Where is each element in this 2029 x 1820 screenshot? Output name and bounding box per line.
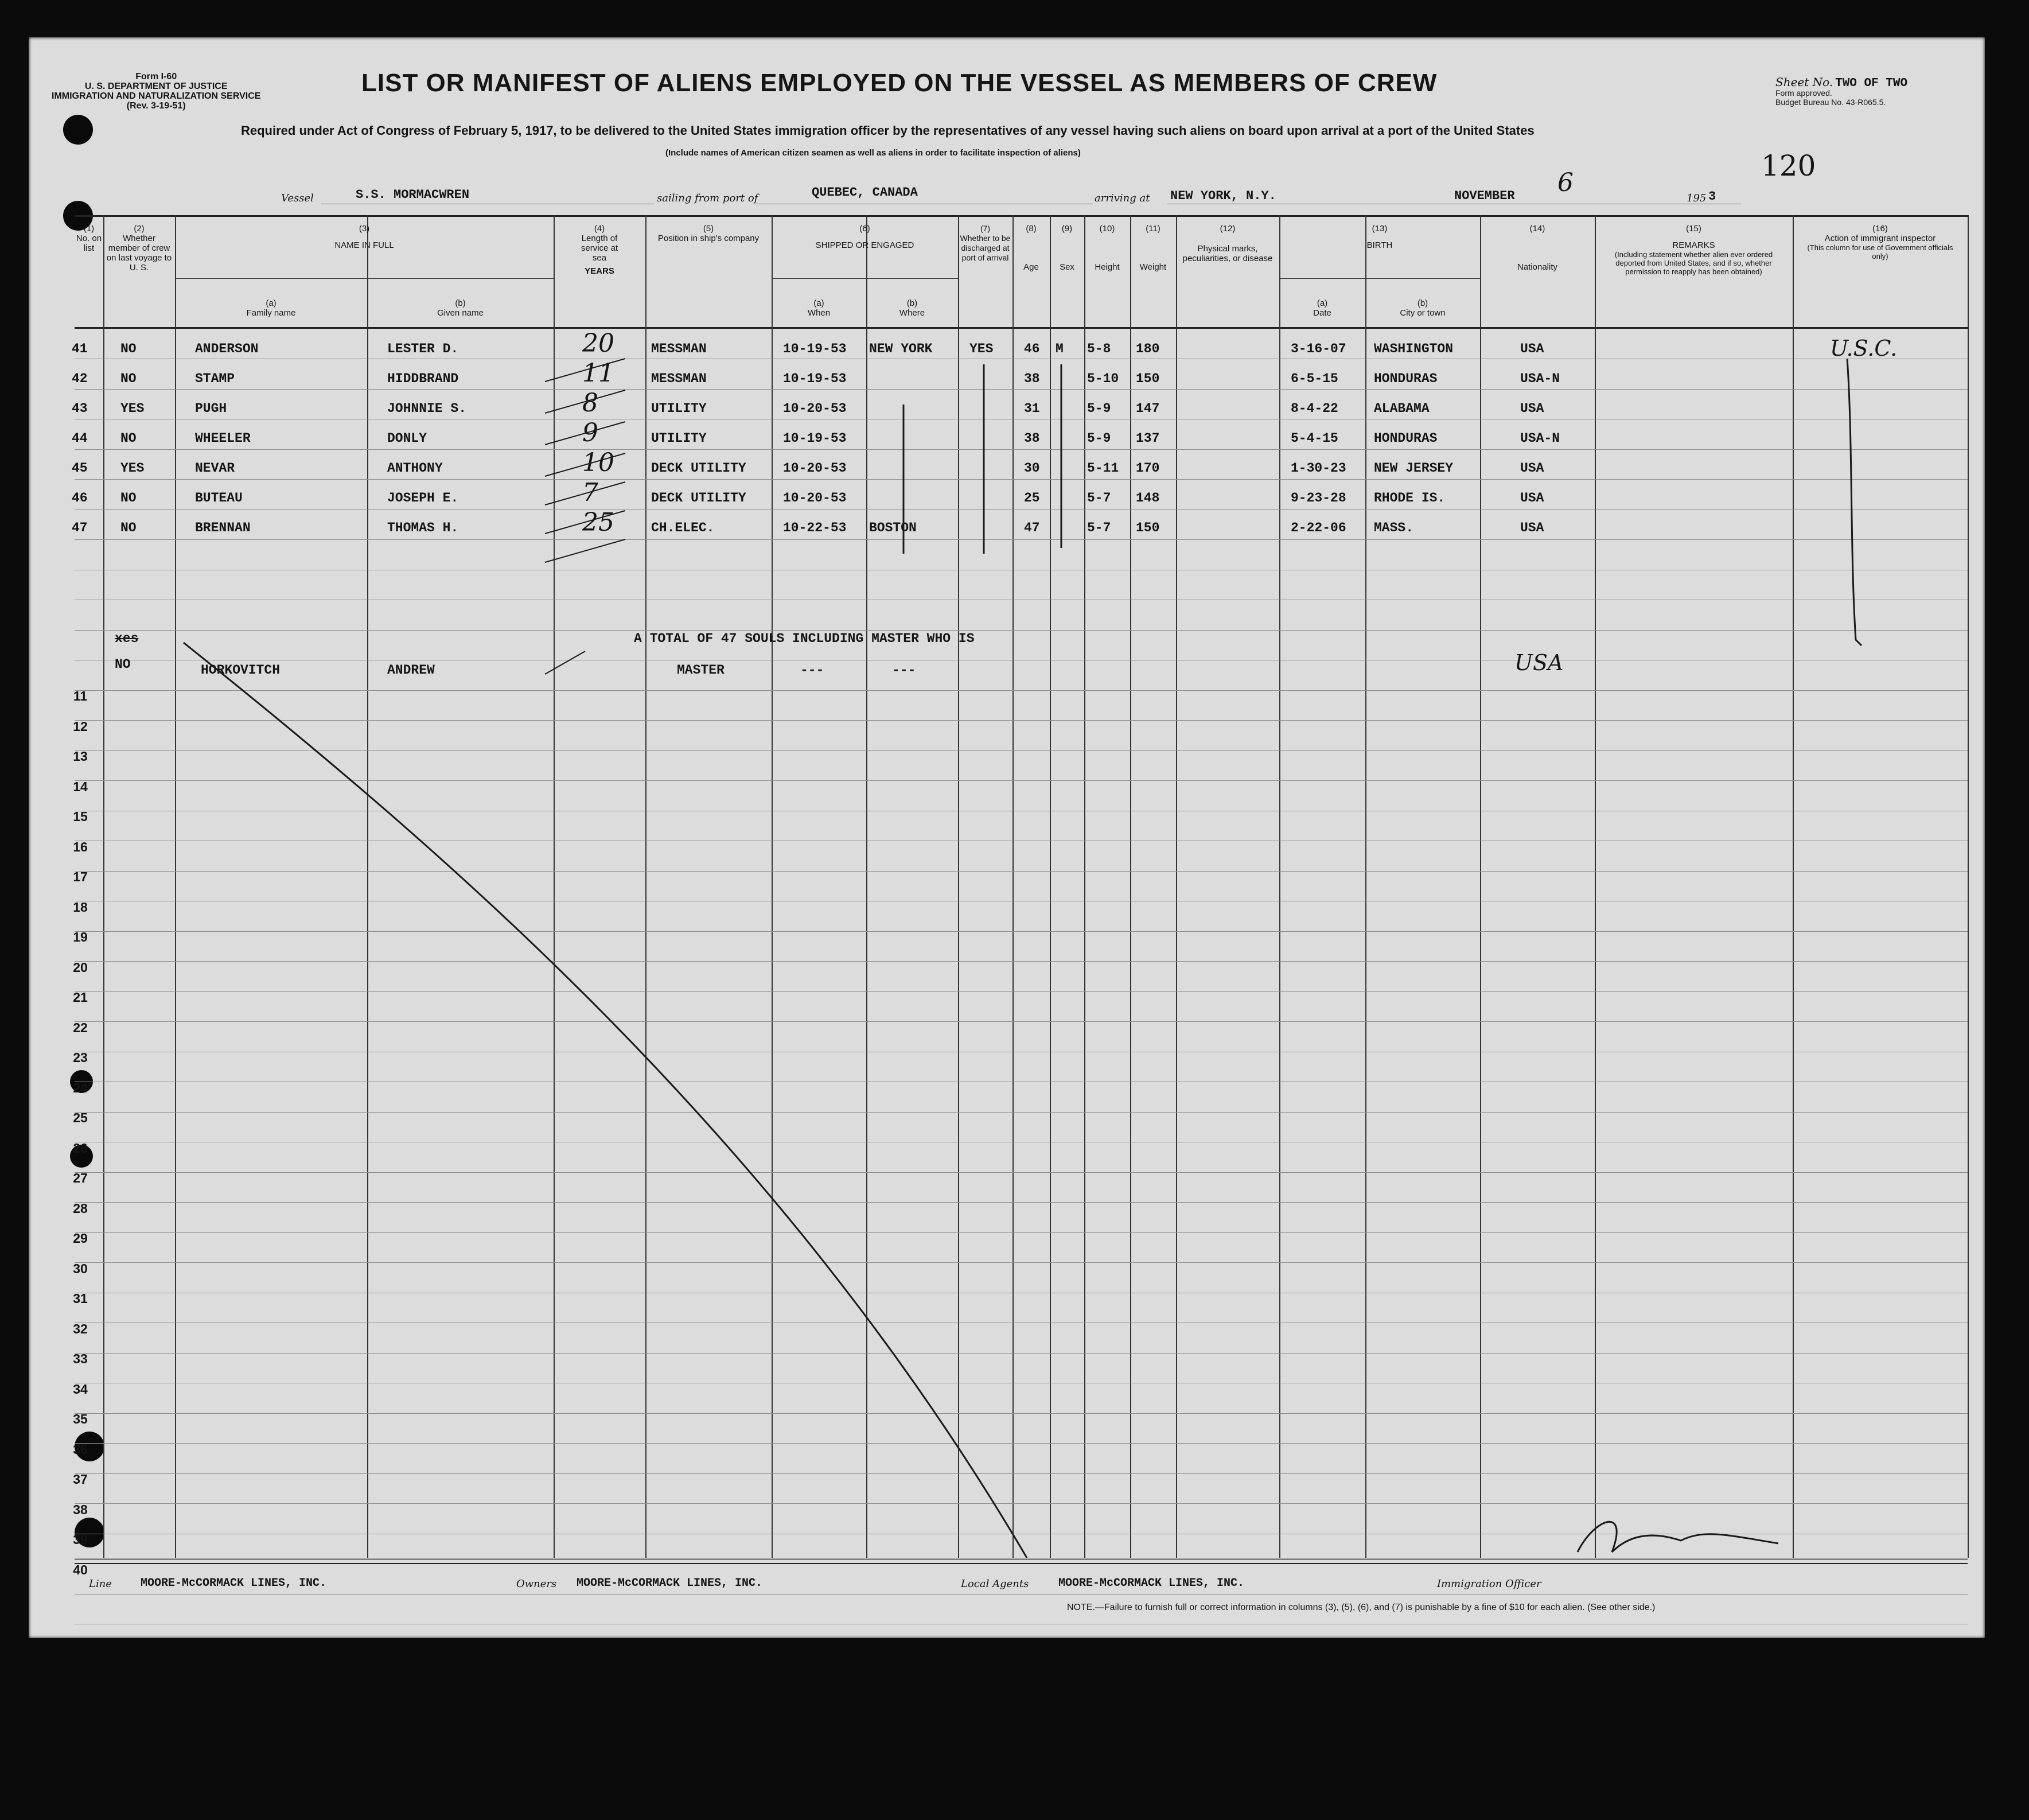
- row-number: 21: [73, 990, 88, 1005]
- row-number: 37: [73, 1472, 88, 1487]
- row-number: 23: [73, 1050, 88, 1065]
- handwritten-strokes: [29, 37, 1985, 1638]
- sailing-label: sailing from port of: [657, 192, 758, 204]
- row-rule: [75, 780, 1968, 781]
- nationality: USA: [1520, 491, 1544, 505]
- service-years: 9: [582, 418, 598, 448]
- prior-voyage: YES: [120, 401, 145, 416]
- col-rule: [175, 215, 176, 1558]
- col-header-2: (2) Whether member of crew on last voyage to U. S.: [106, 224, 172, 273]
- col-rule: [866, 215, 867, 1558]
- position: DECK UTILITY: [651, 461, 746, 476]
- row-rule: [75, 1021, 1968, 1022]
- officer-label: Immigration Officer: [1437, 1578, 1541, 1590]
- age: 38: [1024, 371, 1040, 386]
- col-header-13b: (b) City or town: [1400, 298, 1446, 318]
- shipped-where: BOSTON: [869, 520, 917, 535]
- row-rule: [75, 750, 1968, 751]
- form-number: Form I-60: [135, 72, 177, 81]
- family-name: WHEELER: [195, 431, 251, 446]
- owners-label: Owners: [516, 1578, 557, 1590]
- row-number: 11: [73, 689, 88, 703]
- service-years: 11: [582, 359, 614, 388]
- row-number: 39: [73, 1532, 88, 1547]
- birth-city: HONDURAS: [1374, 431, 1438, 446]
- service-years: 25: [582, 508, 614, 537]
- given-name: LESTER D.: [387, 341, 459, 356]
- port-field: [754, 188, 1093, 204]
- given-name: JOHNNIE S.: [387, 401, 467, 416]
- prior-voyage: NO: [120, 341, 137, 356]
- agents-label: Local Agents: [961, 1578, 1029, 1590]
- nationality: USA-N: [1520, 431, 1560, 446]
- row-rule: [75, 449, 1968, 450]
- birth-city: HONDURAS: [1374, 371, 1438, 386]
- arrival-day: 6: [1557, 168, 1574, 197]
- port-value: QUEBEC, CANADA: [812, 185, 918, 200]
- col-header-13a: (a) Date: [1313, 298, 1331, 318]
- age: 38: [1024, 431, 1040, 446]
- birth-date: 8-4-22: [1291, 401, 1338, 416]
- height: 5-7: [1087, 491, 1111, 505]
- tick-stroke: [545, 539, 625, 562]
- col-header-16: (16) Action of immigrant inspector (This column for use of Government officials only): [1807, 224, 1953, 260]
- revision-date: (Rev. 3-19-51): [126, 101, 186, 111]
- col-header-6: (6) SHIPPED OR ENGAGED: [815, 224, 914, 250]
- service-years: 8: [582, 388, 598, 418]
- line-value: MOORE-McCORMACK LINES, INC.: [141, 1577, 327, 1590]
- row-rule: [75, 1443, 1968, 1444]
- punch-hole: [63, 115, 93, 145]
- col-rule: [554, 215, 555, 1558]
- master-when: ---: [800, 663, 824, 678]
- row-number: 27: [73, 1170, 88, 1185]
- total-line: A TOTAL OF 47 SOULS INCLUDING MASTER WHO IS: [634, 631, 975, 646]
- shipped-when: 10-20-53: [783, 401, 847, 416]
- row-number: 25: [73, 1110, 88, 1125]
- age: 47: [1024, 520, 1040, 535]
- table-header-rule: [75, 327, 1968, 329]
- col-header-9: (9) Sex: [1060, 224, 1074, 272]
- family-name: BUTEAU: [195, 491, 243, 505]
- row-rule: [75, 1262, 1968, 1263]
- row-number: 45: [72, 461, 88, 476]
- age: 30: [1024, 461, 1040, 476]
- family-name: NEVAR: [195, 461, 235, 476]
- row-rule: [75, 1232, 1968, 1233]
- year-suffix: 3: [1708, 189, 1716, 204]
- row-number: 31: [73, 1291, 88, 1306]
- nationality: USA: [1520, 401, 1544, 416]
- service-years: 7: [582, 478, 598, 507]
- col-header-15: (15) REMARKS (Including statement whether alien ever ordered deported from United States, and if so, whether permission to reapply has been obtained): [1614, 224, 1773, 276]
- row-number: 13: [73, 749, 88, 764]
- subheader-rule: [1279, 278, 1480, 279]
- family-name: BRENNAN: [195, 520, 251, 535]
- officer-signature: [1578, 1522, 1778, 1552]
- prior-voyage: YES: [120, 461, 145, 476]
- row-rule: [75, 690, 1968, 691]
- age: 25: [1024, 491, 1040, 505]
- page-subtitle: Required under Act of Congress of February 5, 1917, to be delivered to the United States immigration officer by the representatives of any vessel having such aliens on board upon arrival at a port of the United States: [241, 123, 1535, 138]
- row-number: 24: [73, 1080, 88, 1095]
- row-rule: [75, 720, 1968, 721]
- manifest-sheet: [29, 37, 1985, 1638]
- row-number: 30: [73, 1261, 88, 1276]
- service-years: 20: [582, 329, 614, 358]
- row-rule: [75, 539, 1968, 540]
- master-family-name: HORKOVITCH: [201, 663, 281, 678]
- col-header-6a: (a) When: [807, 298, 831, 318]
- position: DECK UTILITY: [651, 491, 746, 505]
- position: MESSMAN: [651, 371, 707, 386]
- master-given-name: ANDREW: [387, 663, 435, 678]
- row-number: 28: [73, 1200, 88, 1216]
- row-rule: [75, 1172, 1968, 1173]
- col-rule: [1365, 215, 1366, 1558]
- col-rule: [1595, 215, 1596, 1558]
- nationality: USA: [1520, 461, 1544, 476]
- weight: 137: [1136, 431, 1160, 446]
- row-number: 43: [72, 401, 88, 416]
- master-position: MASTER: [677, 663, 725, 678]
- page-title: LIST OR MANIFEST OF ALIENS EMPLOYED ON THE VESSEL AS MEMBERS OF CREW: [361, 69, 1438, 97]
- sex: M: [1056, 341, 1064, 356]
- row-number: 42: [72, 371, 88, 386]
- row-number: 44: [72, 431, 88, 446]
- row-number: 26: [73, 1140, 88, 1156]
- row-number: 35: [73, 1411, 88, 1426]
- shipped-when: 10-19-53: [783, 341, 847, 356]
- row-number: 20: [73, 959, 88, 975]
- prior-voyage: NO: [120, 520, 137, 535]
- col-rule: [1050, 215, 1051, 1558]
- col-rule: [772, 215, 773, 1558]
- master-where: ---: [892, 663, 916, 678]
- birth-city: NEW JERSEY: [1374, 461, 1454, 476]
- row-rule: [75, 991, 1968, 992]
- col-rule: [1793, 215, 1794, 1558]
- master-nationality: USA: [1514, 650, 1564, 675]
- nationality: USA: [1520, 520, 1544, 535]
- budget-bureau: Budget Bureau No. 43-R065.5.: [1775, 98, 1886, 107]
- col-rule: [958, 215, 959, 1558]
- row-number: 41: [72, 341, 88, 356]
- position: MESSMAN: [651, 341, 707, 356]
- given-name: JOSEPH E.: [387, 491, 459, 505]
- row-rule: [75, 1503, 1968, 1504]
- col-header-13: (13) BIRTH: [1366, 224, 1393, 250]
- col-header-6b: (b) Where: [899, 298, 925, 318]
- col-header-10: (10) Height: [1095, 224, 1120, 272]
- row-rule: [75, 479, 1968, 480]
- birth-city: WASHINGTON: [1374, 341, 1454, 356]
- row-number: 15: [73, 809, 88, 824]
- agents-value: MOORE-McCORMACK LINES, INC.: [1058, 1577, 1245, 1590]
- row-number: 32: [73, 1321, 88, 1336]
- row-rule: [75, 1413, 1968, 1414]
- page-subnote: (Include names of American citizen seamen as well as aliens in order to facilitate inspection of aliens): [665, 148, 1081, 158]
- line-label: Line: [89, 1578, 112, 1590]
- footer-rule: [75, 1558, 1968, 1564]
- weight: 150: [1136, 371, 1160, 386]
- vessel-value: S.S. MORMACWREN: [356, 188, 470, 202]
- subheader-rule: [175, 278, 554, 279]
- sheet-value: TWO OF TWO: [1835, 77, 1908, 90]
- col-header-5: (5) Position in ship's company: [657, 224, 760, 243]
- position: UTILITY: [651, 401, 707, 416]
- arriving-label: arriving at: [1095, 192, 1150, 204]
- row-rule: [75, 1594, 1968, 1595]
- col-rule: [1968, 215, 1969, 1558]
- height: 5-7: [1087, 520, 1111, 535]
- shipped-when: 10-19-53: [783, 431, 847, 446]
- col-header-8: (8) Age: [1023, 224, 1039, 272]
- row-rule: [75, 389, 1968, 390]
- row-number: 14: [73, 779, 88, 794]
- weight: 148: [1136, 491, 1160, 505]
- birth-date: 3-16-07: [1291, 341, 1346, 356]
- col-header-12: (12) Physical marks, peculiarities, or disease: [1182, 224, 1273, 263]
- weight: 180: [1136, 341, 1160, 356]
- row-rule: [75, 1473, 1968, 1474]
- col-header-3: (3) NAME IN FULL: [334, 224, 394, 250]
- form-id-block: [52, 72, 260, 111]
- height: 5-9: [1087, 431, 1111, 446]
- arrival-month: NOVEMBER: [1454, 189, 1515, 203]
- row-number: 22: [73, 1020, 88, 1035]
- prior-voyage: NO: [120, 431, 137, 446]
- prior-voyage: NO: [120, 371, 137, 386]
- row-number: 34: [73, 1381, 88, 1397]
- age: 46: [1024, 341, 1040, 356]
- row-number: 38: [73, 1502, 88, 1517]
- row-number: 16: [73, 839, 88, 854]
- height: 5-9: [1087, 401, 1111, 416]
- col-header-1: (1) No. on list: [76, 224, 102, 253]
- col-header-11: (11) Weight: [1139, 224, 1167, 272]
- position: CH.ELEC.: [651, 520, 715, 535]
- nationality: USA: [1520, 341, 1544, 356]
- col-header-7: (7) Whether to be discharged at port of arrival: [960, 224, 1011, 262]
- total-prior: xes: [115, 631, 139, 646]
- prior-voyage: NO: [120, 491, 137, 505]
- col-rule: [1012, 215, 1014, 1558]
- birth-date: 1-30-23: [1291, 461, 1346, 476]
- given-name: DONLY: [387, 431, 427, 446]
- shipped-when: 10-19-53: [783, 371, 847, 386]
- row-number: 29: [73, 1231, 88, 1246]
- col-rule: [645, 215, 647, 1558]
- nationality: USA-N: [1520, 371, 1560, 386]
- given-name: HIDDBRAND: [387, 371, 459, 386]
- col-header-3a: (a) Family name: [246, 298, 296, 318]
- birth-city: ALABAMA: [1374, 401, 1430, 416]
- col-rule: [1176, 215, 1177, 1558]
- col-header-3b: (b) Given name: [437, 298, 484, 318]
- col-header-14: (14) Nationality: [1517, 224, 1558, 272]
- year-prefix: 195: [1687, 192, 1707, 204]
- birth-date: 5-4-15: [1291, 431, 1338, 446]
- footer-note: NOTE.—Failure to furnish full or correct information in columns (3), (5), (6), and (7) is punishable by a fine of $10 for each alien. (See other side.): [1067, 1603, 1656, 1612]
- row-number: 19: [73, 930, 88, 944]
- col-rule: [1480, 215, 1481, 1558]
- height: 5-8: [1087, 341, 1111, 356]
- row-number: 40: [73, 1562, 88, 1577]
- row-number: 47: [72, 520, 88, 535]
- discharged: YES: [969, 341, 994, 356]
- row-rule: [75, 931, 1968, 932]
- col-header-4: (4) Length of service at sea YEARS: [581, 224, 618, 276]
- weight: 150: [1136, 520, 1160, 535]
- shipped-when: 10-20-53: [783, 491, 847, 505]
- birth-city: RHODE IS.: [1374, 491, 1446, 505]
- col-rule: [103, 215, 104, 1558]
- height: 5-10: [1087, 371, 1119, 386]
- birth-date: 9-23-28: [1291, 491, 1346, 505]
- family-name: STAMP: [195, 371, 235, 386]
- row-number: 33: [73, 1351, 88, 1366]
- birth-date: 6-5-15: [1291, 371, 1338, 386]
- row-number: 36: [73, 1441, 88, 1457]
- row-rule: [75, 630, 1968, 631]
- family-name: PUGH: [195, 401, 227, 416]
- family-name: ANDERSON: [195, 341, 259, 356]
- col-rule: [367, 215, 368, 1558]
- col-rule: [1084, 215, 1085, 1558]
- row-rule: [75, 1112, 1968, 1113]
- master-prior: NO: [115, 657, 131, 672]
- col-rule: [1130, 215, 1131, 1558]
- row-rule: [75, 871, 1968, 872]
- page-number: 120: [1761, 149, 1816, 182]
- col-rule: [1279, 215, 1280, 1558]
- birth-date: 2-22-06: [1291, 520, 1346, 535]
- height: 5-11: [1087, 461, 1119, 476]
- tick-stroke: [545, 651, 585, 674]
- row-rule: [75, 1202, 1968, 1203]
- position: UTILITY: [651, 431, 707, 446]
- row-number: 12: [73, 718, 88, 734]
- service-years: 10: [582, 448, 614, 477]
- row-rule: [75, 1353, 1968, 1354]
- given-name: THOMAS H.: [387, 520, 459, 535]
- arriving-value: NEW YORK, N.Y.: [1170, 189, 1276, 203]
- shipped-where: NEW YORK: [869, 341, 933, 356]
- given-name: ANTHONY: [387, 461, 443, 476]
- sheet-label: Sheet No.: [1775, 75, 1833, 89]
- vessel-label: Vessel: [281, 192, 314, 204]
- row-number: 17: [73, 869, 88, 884]
- weight: 170: [1136, 461, 1160, 476]
- row-rule: [75, 961, 1968, 962]
- row-number: 18: [73, 899, 88, 915]
- form-approved: Form approved.: [1775, 88, 1832, 98]
- department-name: U. S. DEPARTMENT OF JUSTICE: [84, 81, 228, 91]
- age: 31: [1024, 401, 1040, 416]
- inspector-mark: U.S.C.: [1830, 336, 1898, 361]
- row-number: 46: [72, 491, 88, 505]
- inspector-check-stroke: [1847, 359, 1861, 645]
- shipped-when: 10-22-53: [783, 520, 847, 535]
- sheet-number-block: [1775, 77, 1965, 107]
- subheader-rule: [772, 278, 958, 279]
- birth-city: MASS.: [1374, 520, 1414, 535]
- service-name: IMMIGRATION AND NATURALIZATION SERVICE: [52, 91, 261, 101]
- table-top-rule: [75, 215, 1968, 217]
- shipped-when: 10-20-53: [783, 461, 847, 476]
- weight: 147: [1136, 401, 1160, 416]
- owners-value: MOORE-McCORMACK LINES, INC.: [577, 1577, 763, 1590]
